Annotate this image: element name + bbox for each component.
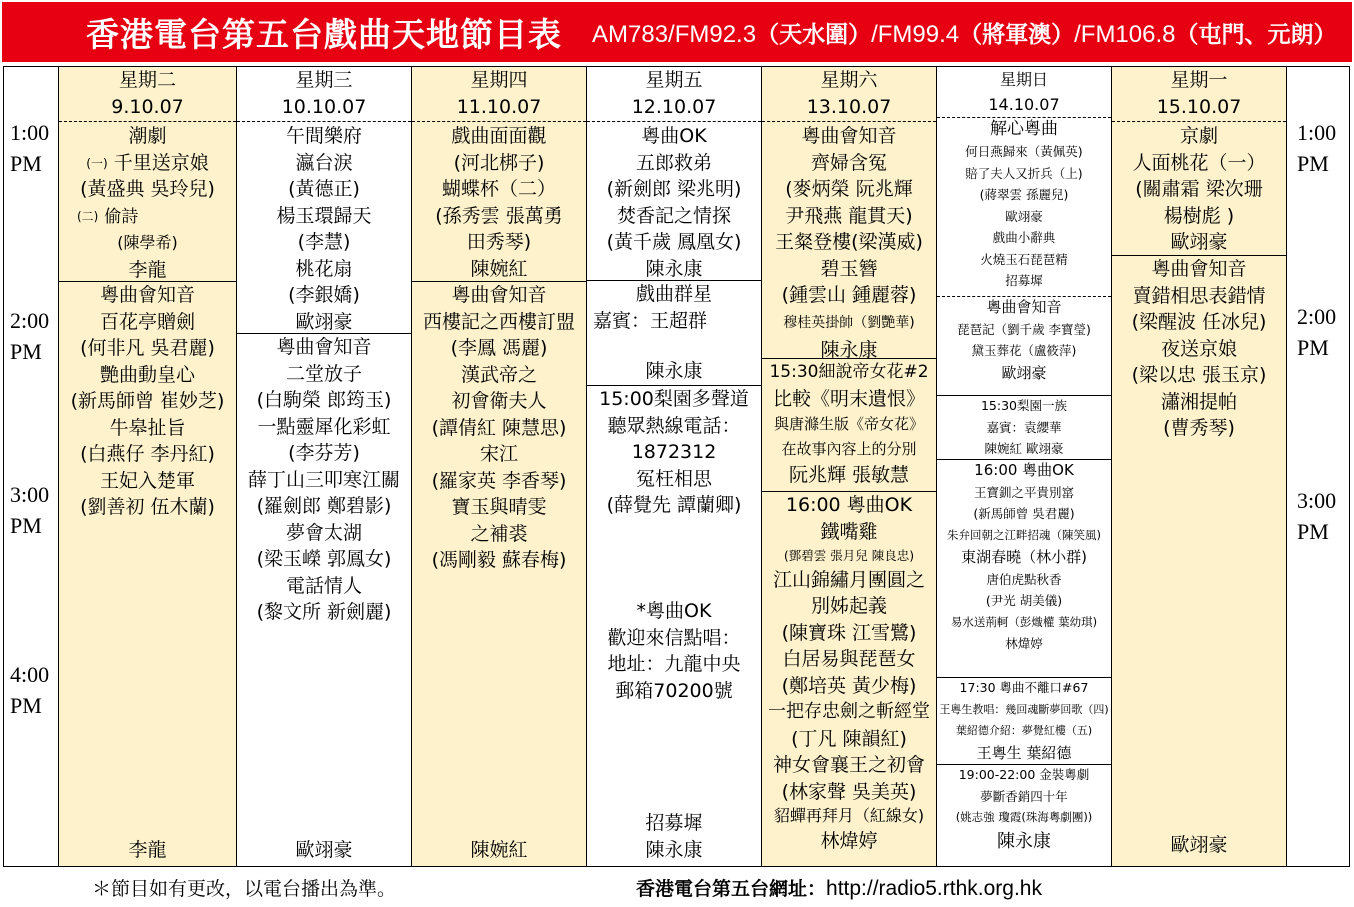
program-block: 解心粵曲 何日燕歸來（黃佩英) 賠了夫人又折兵（上) (蔣翠雲 孫麗兒) 歐翊豪 戲曲小辭典 火燒玉石琵琶精 招募墀 [965,119,1083,288]
location-1: （天水圍） [756,21,872,48]
program-block: 16:00 粵曲OK 鐵嘴雞 (鄧碧雲 張月兒 陳良忠) 江山錦繡月團圓之 別姊起義 (陳寶珠 江雪鷺) 白居易與琵琶女 (鄭培英 黃少梅) 一把存忠劍之斬經堂 (丁凡 陳韻紅) 神女會襄王之初會 (林家聲 吳美英) 貂蟬再拜月（紅線女) 林煒婷 [768,494,930,852]
day-header: 星期二 9.10.07 [111,69,184,118]
program-block: 戲曲群星 嘉賓：王超群 [593,283,712,332]
time-label: 3:00 PM [10,482,50,538]
program-block: 粵曲會知音 齊婦含冤 (麥炳榮 阮兆輝 尹飛燕 龍貫天) 王粲登樓(梁漢威) 碧玉簪 (鍾雲山 鍾麗蓉) 穆桂英掛帥（劉艷華) 陳永康 [775,125,923,361]
time-column-right [1286,67,1349,866]
program-block: 16:00 粵曲OK 王寶釧之平貴別窰 (新馬師曾 吳君麗) 朱弁回朝之江畔招魂（陳笑風) 東湖春曉（林小群) 唐伯虎點秋香 (尹光 胡美儀) 易水送荊軻（彭熾權 葉幼琪) 林煒婷 [947,461,1101,651]
website-info [636,874,1042,901]
time-label: 2:00 PM [10,308,50,364]
day-column-thursday [411,67,586,866]
website-link[interactable]: http://radio5.rthk.org.hk [826,877,1042,900]
program-block: 潮劇 (一) 千里送京娘 (黃盛典 吳玲兒) (二) 偷詩 (陳學希) 李龍 [77,125,215,281]
program-block: 19:00-22:00 金裝粵劇 夢斷香銷四十年 (姚志強 瓊霞(珠海粵劇團)) 陳永康 [955,767,1093,852]
program-block: 17:30 粵曲不離口#67 王粵生教唱：幾回魂斷夢回歌（四) 葉紹德介紹：夢覺紅樓（五) 王粵生 葉紹德 [939,680,1109,762]
day-header: 星期四 11.10.07 [456,69,542,118]
day-header: 星期六 13.10.07 [806,69,892,118]
program-block: 粵曲會知音 百花亭贈劍 (何非凡 吳君麗) 艷曲動皇心 (新馬師曾 崔妙芝) 牛皋扯旨 (白燕仔 李丹紅) 王妃入楚軍 (劉善初 伍木蘭) [70,284,225,518]
day-column-saturday [761,67,936,866]
day-header: 星期三 10.10.07 [281,69,367,118]
program-block: 15:30細說帝女花#2 比較《明末遺恨》 與唐滌生版《帝女花》 在故事內容上的分別 阮兆輝 張敏慧 [769,362,929,486]
day-column-sunday [936,67,1111,866]
program-block: 粵曲OK 五郎救弟 (新劍郎 梁兆明) 焚香記之情探 (黃千歲 鳳凰女) 陳永康 [606,125,742,280]
schedule-grid [3,66,1350,867]
program-block: 15:30梨園一族 嘉賓：袁纓華 陳婉紅 歐翊豪 [980,398,1068,456]
title-banner [2,2,1352,62]
location-3: （屯門、元朗） [1175,21,1337,48]
program-host: 歐翊豪 [295,839,353,861]
time-label: 4:00 PM [10,662,50,718]
program-block: 粵曲會知音 西樓記之西樓訂盟 (李鳳 馮麗) 漢武帝之 初會衛夫人 (譚倩紅 陳慧思) 宋江 (羅家英 李香琴) 寶玉與晴雯 之補裘 (馮剛毅 蘇春梅) [422,284,575,571]
program-block: 15:00梨園多聲道 聽眾熱線電話： 1872312 冤枉相思 (薛覺先 譚蘭卿) [599,388,749,516]
day-column-monday [1111,67,1286,866]
time-label: 1:00 PM [1297,120,1337,176]
program-block: 粵曲會知音 琵琶記（劉千歲 李寶瑩) 黛玉葬花（盧筱萍) 歐翊豪 [957,298,1091,382]
page-title: 香港電台第五台戲曲天地節目表 [86,14,562,54]
program-block: 京劇 人面桃花（一） (關肅霜 梁次珊 楊樹彪 ) 歐翊豪 [1132,125,1266,253]
program-block: 粵曲會知音 二堂放子 (白駒榮 郎筠玉) 一點靈犀化彩虹 (李芬芳) 薛丁山三叩寒江關 (羅劍郎 鄭碧影) 夢會太湖 (梁玉嶸 郭鳳女) 電話情人 (黎文所 新劍麗) [247,336,400,623]
time-label: 3:00 PM [1297,488,1337,544]
program-host: 陳婉紅 [470,839,528,861]
frequency-info [592,16,1337,49]
time-column-left [4,67,58,867]
frequency-3: /FM106.8 [1074,20,1176,48]
website-label: 香港電台第五台網址： [636,878,827,900]
program-host: 李龍 [128,839,167,861]
program-block: *粵曲OK 歡迎來信點唱： 地址：九龍中央 郵箱70200號 [607,600,741,702]
frequency-2: /FM99.4 [871,20,960,48]
frequency-1: AM783/FM92.3 [592,20,757,48]
footer [0,868,1354,904]
day-column-friday [586,67,761,866]
day-header: 星期日 14.10.07 [988,70,1060,114]
day-column-tuesday [58,67,236,866]
program-host: 陳永康 [645,360,703,382]
day-column-wednesday [236,67,411,866]
day-header: 星期一 15.10.07 [1156,69,1242,118]
program-host: 歐翊豪 [1170,834,1228,856]
program-block: 粵曲會知音 賣錯相思表錯情 (梁醒波 任冰兒) 夜送京娘 (梁以忠 張玉京) 瀟湘提帕 (曹秀琴) [1131,258,1267,439]
program-block: 午間樂府 瀛台淚 (黃德正) 楊玉環歸天 (李慧) 桃花扇 (李銀嬌) 歐翊豪 [276,125,372,333]
program-host: 招募墀 陳永康 [645,812,703,861]
disclaimer-note: ＊節目如有更改，以電台播出為準。 [92,878,397,900]
day-header: 星期五 12.10.07 [631,69,717,118]
location-2: （將軍澳） [959,21,1075,48]
program-block: 戲曲面面觀 (河北梆子) 蝴蝶杯（二） (孫秀雲 張萬勇 田秀琴) 陳婉紅 [435,125,563,280]
time-label: 1:00 PM [10,120,50,176]
time-label: 2:00 PM [1297,304,1337,360]
